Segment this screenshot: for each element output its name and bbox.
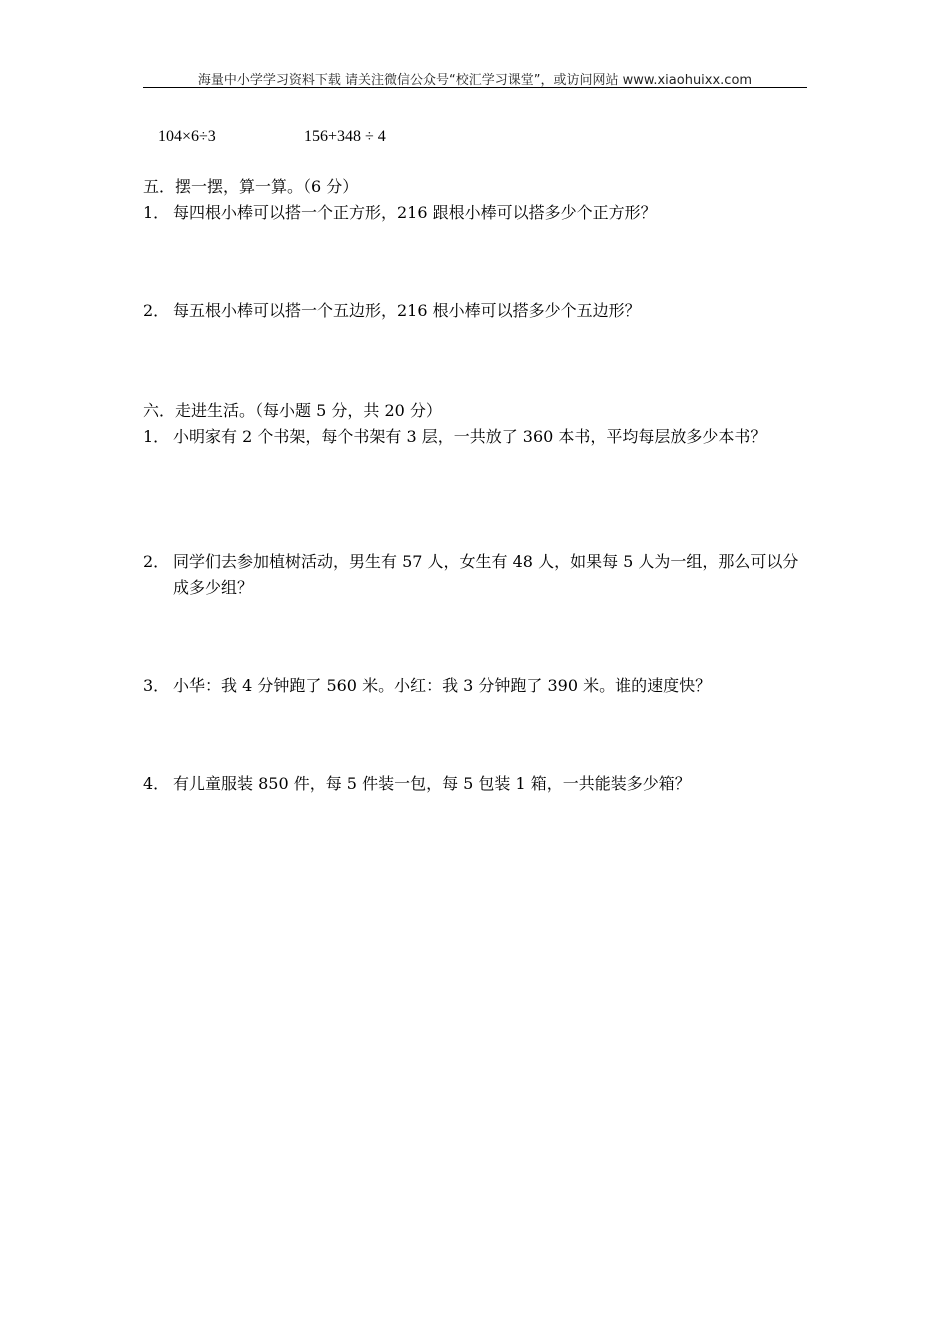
question-number: 4． bbox=[143, 774, 170, 793]
question-number: 1． bbox=[143, 203, 170, 222]
question-6-2 bbox=[143, 549, 799, 601]
question-5-2 bbox=[143, 301, 641, 321]
question-text: 每五根小棒可以搭一个五边形，216 根小棒可以搭多少个五边形？ bbox=[173, 301, 641, 320]
question-6-3 bbox=[143, 676, 711, 696]
question-text: 有儿童服装 850 件，每 5 件装一包，每 5 包装 1 箱，一共能装多少箱？ bbox=[173, 774, 691, 793]
expression-1: 104×6÷3 bbox=[158, 128, 216, 145]
expression-2: 156+348 ÷ 4 bbox=[304, 128, 386, 145]
page-header-text: 海量中小学学习资料下载 请关注微信公众号“校汇学习课堂”，或访问网站 www.xiaohuixx.com bbox=[197, 73, 753, 88]
question-text: 同学们去参加植树活动，男生有 57 人，女生有 48 人，如果每 5 人为一组，那么可以分成多少组？ bbox=[173, 552, 799, 597]
question-6-1 bbox=[143, 424, 783, 450]
question-number: 3． bbox=[143, 676, 170, 695]
question-text: 每四根小棒可以搭一个正方形，216 跟根小棒可以搭多少个正方形？ bbox=[173, 203, 657, 222]
question-text: 小明家有 2 个书架，每个书架有 3 层，一共放了 360 本书，平均每层放多少本书？ bbox=[173, 427, 767, 446]
question-number: 2． bbox=[143, 301, 170, 320]
question-5-1 bbox=[143, 203, 657, 223]
question-number: 1． bbox=[143, 427, 170, 446]
question-text: 小华：我 4 分钟跑了 560 米。小红：我 3 分钟跑了 390 米。谁的速度快？ bbox=[173, 676, 712, 695]
section-6-title: 六．走进生活。（每小题 5 分，共 20 分） bbox=[143, 401, 442, 420]
section-5-title: 五．摆一摆，算一算。（6 分） bbox=[143, 177, 359, 196]
question-number: 2． bbox=[143, 552, 170, 571]
question-6-4 bbox=[143, 774, 691, 794]
header-rule bbox=[143, 87, 807, 88]
